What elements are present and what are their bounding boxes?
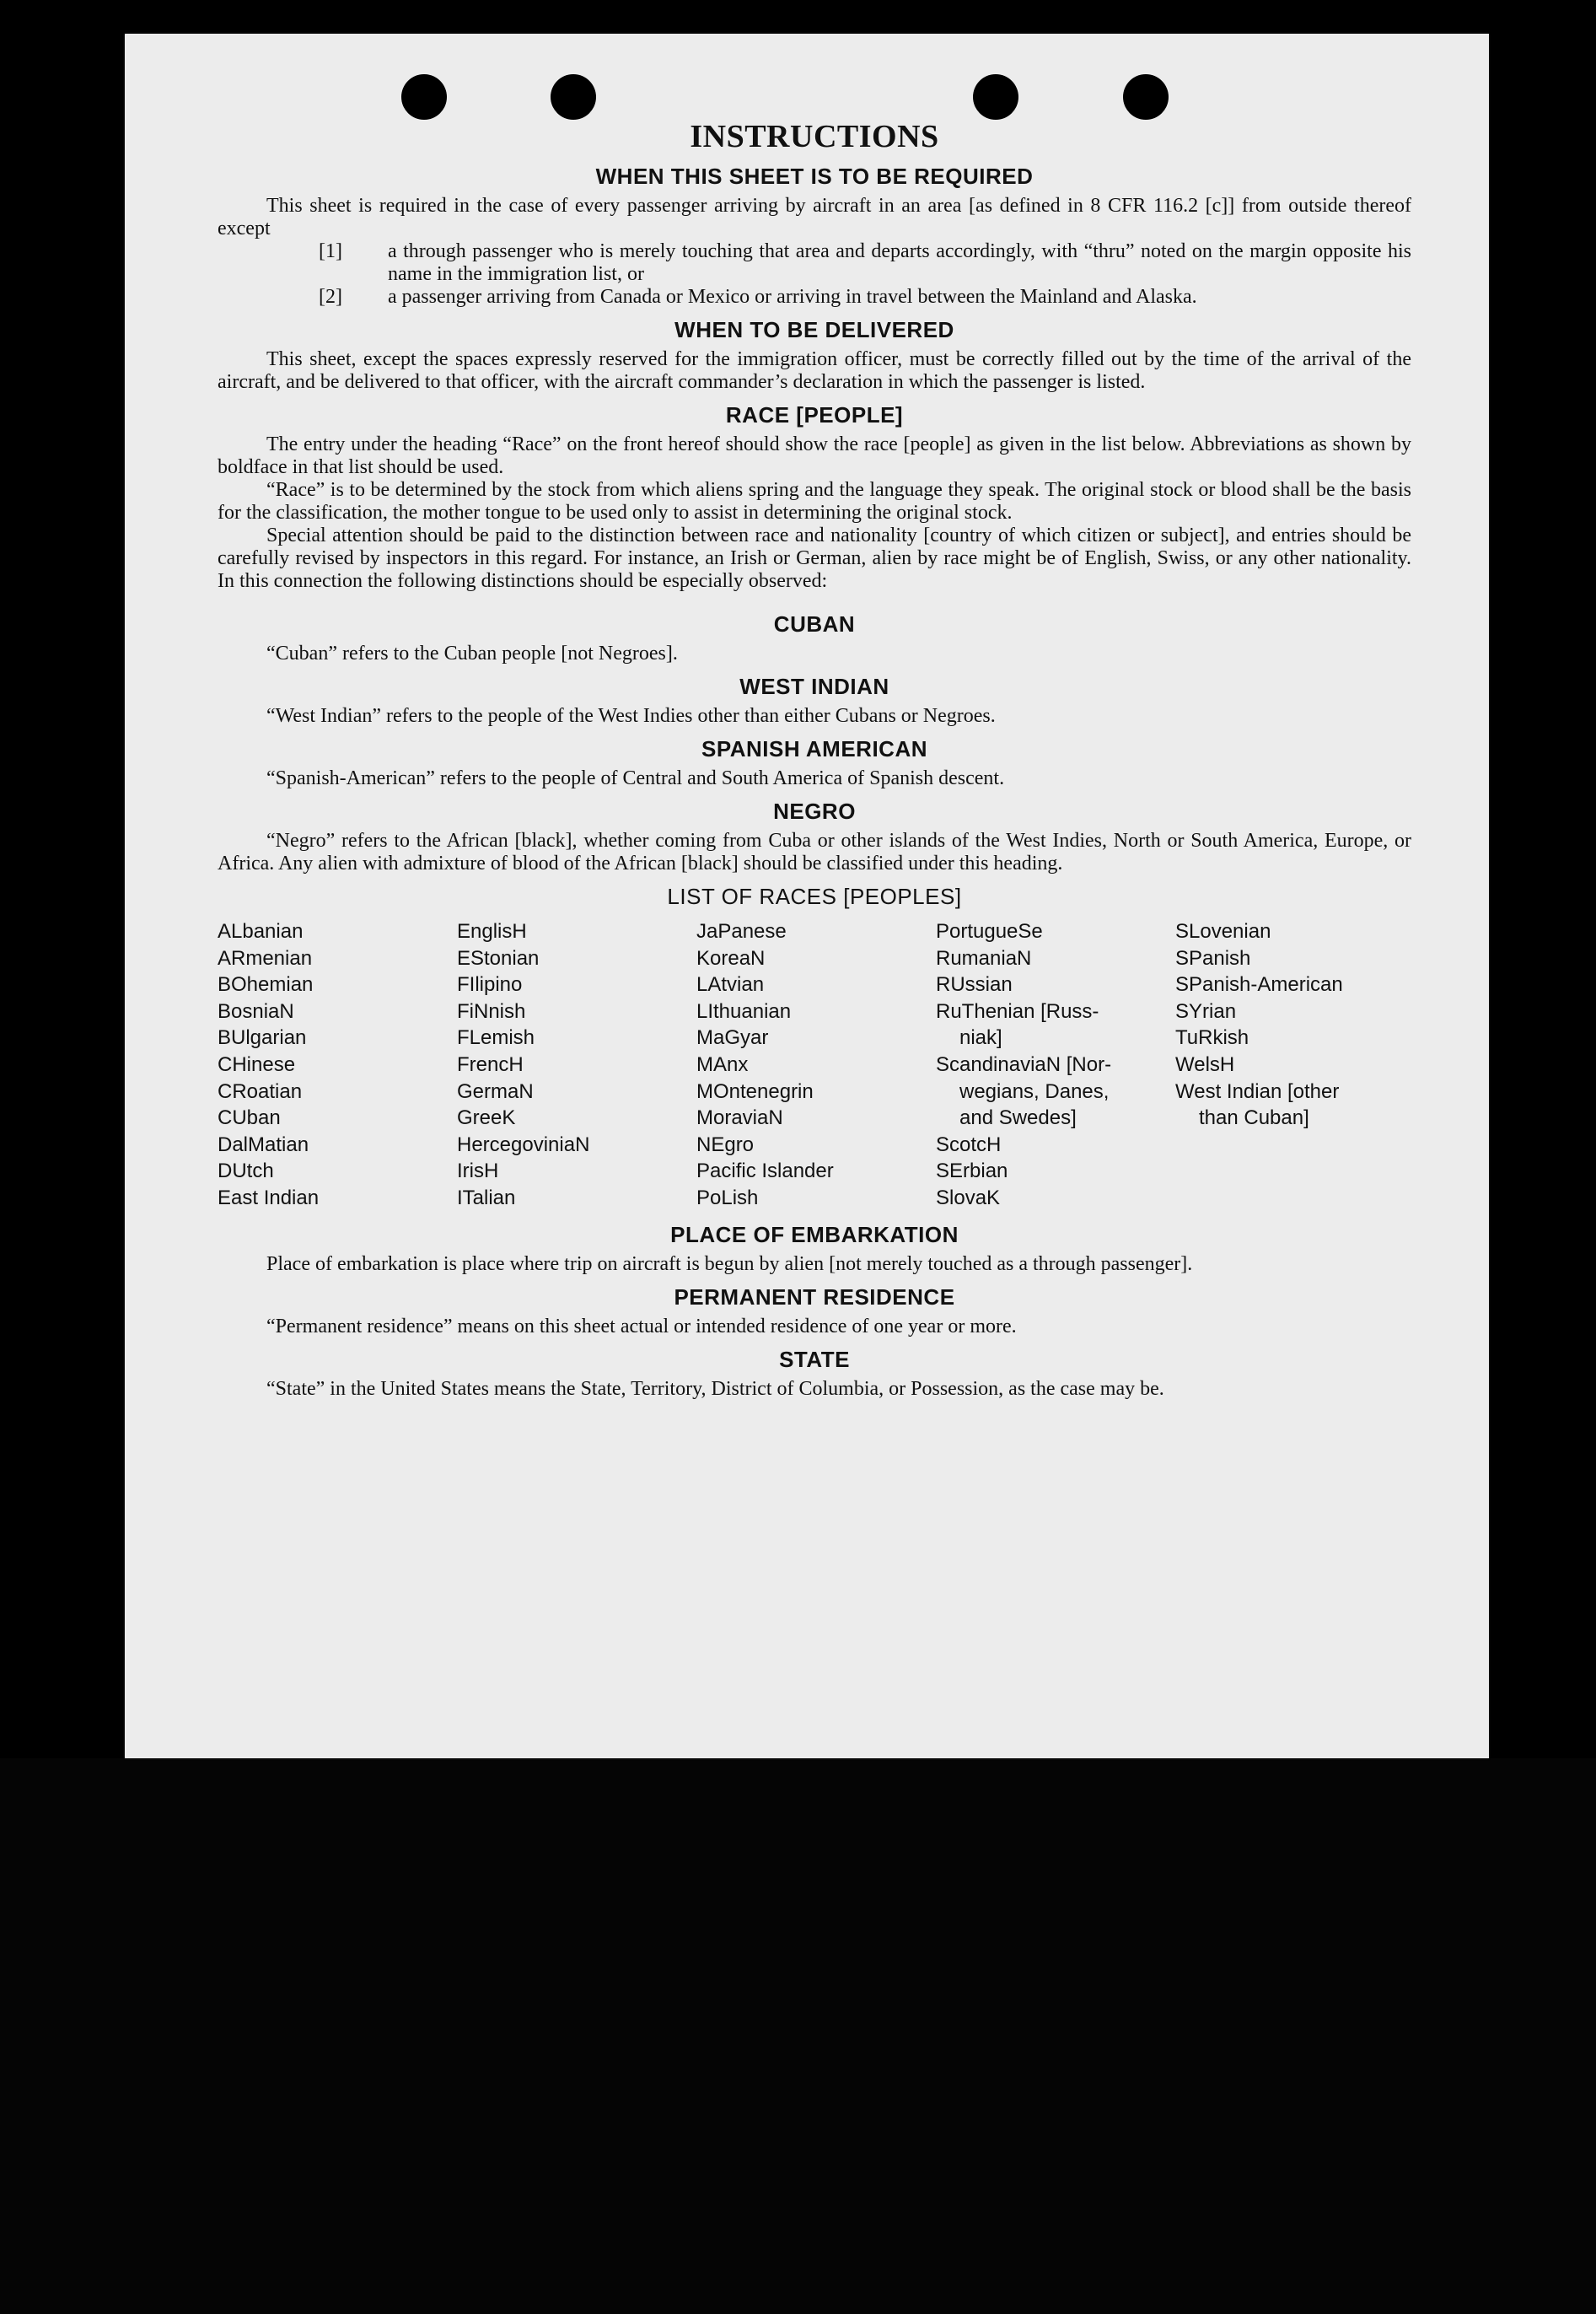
race-entry: West Indian [other — [1175, 1079, 1340, 1103]
races-list — [218, 918, 1411, 1212]
race-entry: FLemish — [457, 1026, 535, 1050]
race-paragraph-3: Special attention should be paid to the distinction between race and nationality [country of which citizen or subject], and entries should be carefully revised by inspectors in this regard. For instance, an Irish or German, alien by race might be of English, Swiss, or any other nationality. In this connection the following distinctions should be especially observed: — [218, 525, 1411, 592]
race-entry: IrisH — [457, 1160, 499, 1183]
race-entry: FIlipino — [457, 973, 523, 997]
item-text: a through passenger who is merely touching that area and departs accordingly, with “thru” noted on the margin opposite his name in the immigration list, or — [388, 240, 1411, 285]
section-heading-residence: PERMANENT RESIDENCE — [674, 1283, 955, 1310]
race-entry: HercegoviniaN — [457, 1133, 590, 1156]
document-body — [218, 118, 1411, 1401]
race-entry: KoreaN — [696, 946, 766, 970]
race-entry: LIthuanian — [696, 999, 792, 1023]
section-heading-embarkation: PLACE OF EMBARKATION — [670, 1221, 959, 1247]
race-entry: SYrian — [1175, 999, 1237, 1023]
race-entry: NEgro — [696, 1133, 755, 1156]
race-entry: SPanish-American — [1175, 973, 1343, 997]
race-entry: JaPanese — [696, 920, 787, 943]
residence-text: “Permanent residence” means on this sheet actual or intended residence of one year or more. — [266, 1315, 1017, 1337]
race-entry: MAnx — [696, 1052, 749, 1076]
race-entry: Pacific Islander — [696, 1160, 834, 1183]
race-entry: CUban — [218, 1106, 281, 1130]
race-entry: ALbanian — [218, 920, 304, 943]
race-entry: SLovenian — [1175, 920, 1271, 943]
spanish-american-text: “Spanish-American” refers to the people of Central and South America of Spanish descent. — [266, 767, 1005, 789]
section-heading-races-list: LIST OF RACES [PEOPLES] — [667, 884, 962, 909]
punch-hole — [973, 74, 1018, 120]
section-heading-west-indian: WEST INDIAN — [739, 674, 889, 699]
document-page — [125, 34, 1489, 1758]
punch-hole — [401, 74, 447, 120]
race-entry: MaGyar — [696, 1026, 769, 1050]
race-paragraph-1: The entry under the heading “Race” on the front hereof should show the race [people] as given in the list below. Abbreviations as shown by boldface in that list should be used. — [218, 433, 1411, 478]
races-column — [218, 918, 457, 1212]
race-entry: ITalian — [457, 1186, 516, 1209]
race-entry: EnglisH — [457, 920, 527, 943]
race-entry: than Cuban] — [1199, 1106, 1309, 1130]
race-entry: DUtch — [218, 1160, 274, 1183]
race-entry: BUlgarian — [218, 1026, 307, 1050]
race-entry: FiNnish — [457, 999, 526, 1023]
cuban-text: “Cuban” refers to the Cuban people [not Negroes]. — [266, 643, 678, 665]
race-entry: EStonian — [457, 946, 540, 970]
required-intro: This sheet is required in the case of every passenger arriving by aircraft in an area [as defined in 8 CFR 116.2 [c]] from outside thereof except — [218, 195, 1411, 239]
required-item — [218, 286, 1411, 309]
page-title: INSTRUCTIONS — [690, 119, 939, 154]
race-entry: wegians, Danes, — [959, 1079, 1110, 1103]
race-entry: RUssian — [936, 973, 1013, 997]
scan-background — [0, 1758, 1596, 2314]
punch-hole — [551, 74, 596, 120]
section-heading-cuban: CUBAN — [773, 611, 856, 637]
section-heading-race: RACE [PEOPLE] — [725, 402, 904, 428]
race-entry: BOhemian — [218, 973, 314, 997]
race-entry: MoraviaN — [696, 1106, 783, 1130]
race-entry: LAtvian — [696, 973, 765, 997]
item-text: a passenger arriving from Canada or Mexico or arriving in travel between the Mainland and Alaska. — [388, 286, 1197, 308]
state-text: “State” in the United States means the State, Territory, District of Columbia, or Possession, as the case may be. — [266, 1377, 1164, 1400]
race-entry: SPanish — [1175, 946, 1251, 970]
embarkation-text: Place of embarkation is place where trip on aircraft is begun by alien [not merely touched as a through passenger]. — [266, 1252, 1193, 1275]
race-entry: ScotcH — [936, 1133, 1002, 1156]
race-entry: ARmenian — [218, 946, 313, 970]
race-entry: TuRkish — [1175, 1026, 1249, 1050]
section-heading-delivered: WHEN TO BE DELIVERED — [674, 317, 954, 342]
race-entry: SErbian — [936, 1160, 1008, 1183]
race-entry: ScandinaviaN [Nor- — [936, 1052, 1112, 1076]
section-heading-negro: NEGRO — [773, 799, 856, 824]
race-entry: GreeK — [457, 1106, 516, 1130]
race-entry: RumaniaN — [936, 946, 1032, 970]
race-entry: RuThenian [Russ- — [936, 999, 1099, 1023]
section-heading-spanish-american: SPANISH AMERICAN — [701, 736, 927, 761]
race-paragraph-2: “Race” is to be determined by the stock from which aliens spring and the language they speak. The original stock or blood shall be the basis for the classification, the mother tongue to be used only to assist in determining the original stock. — [218, 479, 1411, 524]
races-column — [936, 918, 1175, 1212]
punch-hole — [1123, 74, 1169, 120]
races-column — [1175, 918, 1415, 1212]
item-number: [2] — [319, 286, 342, 308]
required-item — [218, 240, 1411, 286]
negro-text: “Negro” refers to the African [black], whether coming from Cuba or other islands of the West Indies, North or South America, Europe, or Africa. Any alien with admixture of blood of the African [black] should be classified under this heading. — [218, 830, 1411, 874]
section-heading-required: WHEN THIS SHEET IS TO BE REQUIRED — [595, 164, 1034, 189]
section-heading-state: STATE — [779, 1346, 850, 1372]
race-entry: PoLish — [696, 1186, 759, 1209]
race-entry: East Indian — [218, 1186, 320, 1209]
races-column — [457, 918, 696, 1212]
race-entry: DalMatian — [218, 1133, 309, 1156]
west-indian-text: “West Indian” refers to the people of the West Indies other than either Cubans or Negroes. — [266, 705, 996, 727]
race-entry: niak] — [959, 1026, 1002, 1050]
race-entry: SlovaK — [936, 1186, 1001, 1209]
race-entry: GermaN — [457, 1079, 534, 1103]
delivered-text: This sheet, except the spaces expressly reserved for the immigration officer, must be correctly filled out by the time of the arrival of the aircraft, and be delivered to that officer, with the aircraft commander’s declaration in which the passenger is listed. — [218, 348, 1411, 393]
race-entry: WelsH — [1175, 1052, 1235, 1076]
race-entry: CRoatian — [218, 1079, 303, 1103]
race-entry: PortugueSe — [936, 920, 1043, 943]
race-entry: MOntenegrin — [696, 1079, 814, 1103]
item-number: [1] — [319, 240, 342, 262]
race-entry: CHinese — [218, 1052, 296, 1076]
race-entry: BosniaN — [218, 999, 294, 1023]
race-entry: and Swedes] — [959, 1106, 1077, 1130]
races-column — [696, 918, 936, 1212]
race-entry: FrencH — [457, 1052, 524, 1076]
